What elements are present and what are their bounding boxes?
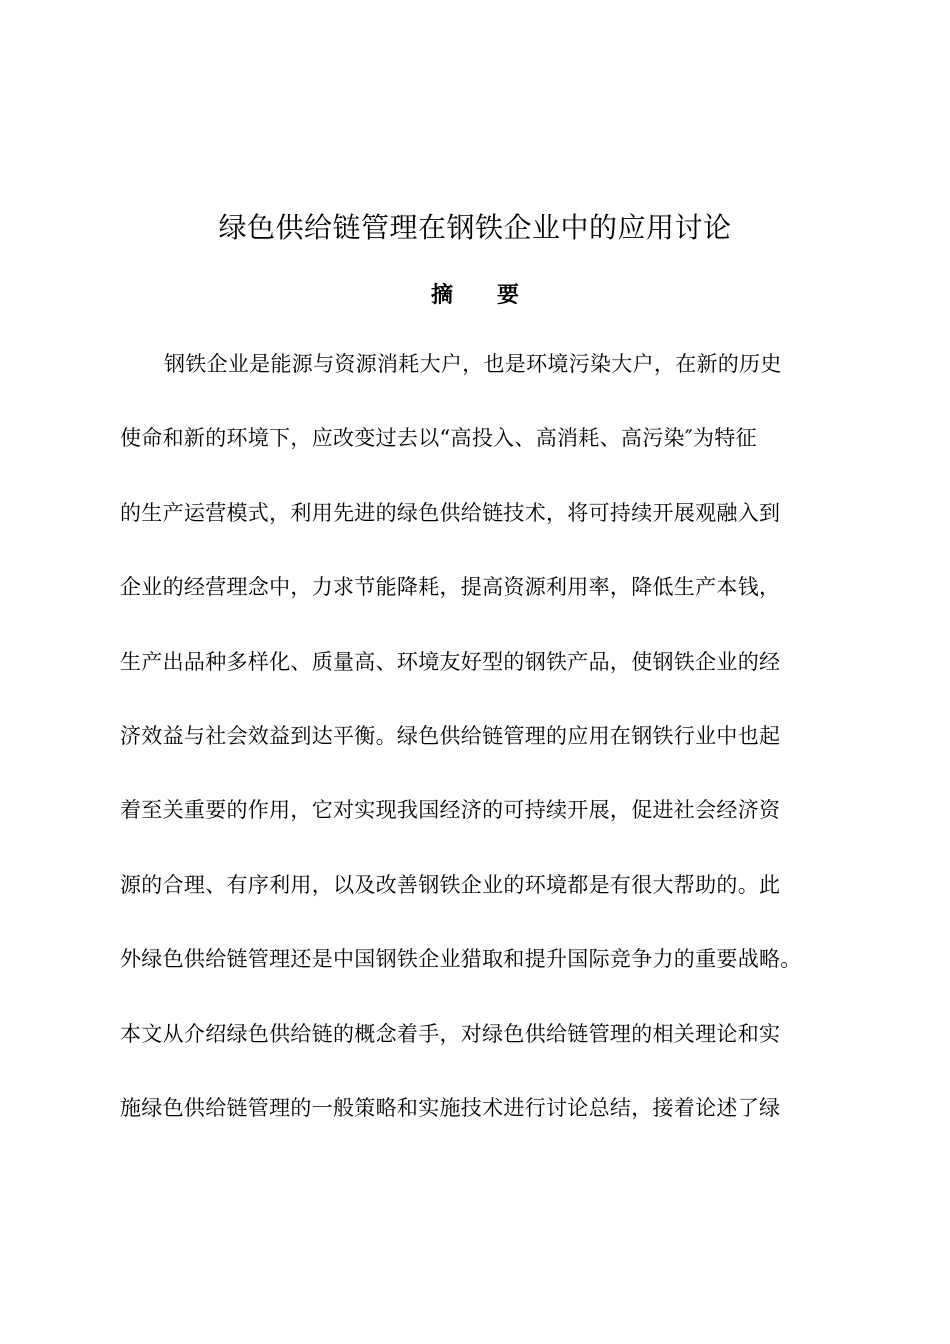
abstract-body: [120, 344, 830, 1162]
abstract-line: 施绿色供给链管理的一般策略和实施技术进行讨论总结，接着论述了绿: [120, 1095, 781, 1120]
abstract-line: 源的合理、有序利用，以及改善钢铁企业的环境都是有很大帮助的。此: [120, 872, 781, 897]
abstract-line: 着至关重要的作用，它对实现我国经济的可持续开展，促进社会经济资: [120, 798, 781, 823]
abstract-line: 的生产运营模式，利用先进的绿色供给链技术，将可持续开展观融入到: [120, 500, 781, 525]
abstract-line: 本文从介绍绿色供给链的概念着手，对绿色供给链管理的相关理论和实: [120, 1021, 781, 1046]
abstract-heading-char-1: 摘: [430, 283, 453, 308]
abstract-line: 济效益与社会效益到达平衡。绿色供给链管理的应用在钢铁行业中也起: [120, 723, 781, 748]
abstract-line: 使命和新的环境下，应改变过去以“高投入、高消耗、高污染″为特征: [120, 426, 757, 451]
abstract-line: 外绿色供给链管理还是中国钢铁企业猎取和提升国际竞争力的重要战略。: [120, 947, 802, 972]
abstract-line: 钢铁企业是能源与资源消耗大户，也是环境污染大户，在新的历史: [164, 352, 782, 376]
abstract-line: 生产出品种多样化、质量高、环境友好型的钢铁产品，使钢铁企业的经: [120, 649, 781, 674]
abstract-heading-char-2: 要: [497, 283, 520, 308]
document-title: 绿色供给链管理在钢铁企业中的应用讨论: [218, 211, 732, 244]
abstract-line: 企业的经营理念中，力求节能降耗，提高资源利用率，降低生产本钱，: [120, 575, 781, 600]
abstract-heading: [0, 280, 950, 312]
